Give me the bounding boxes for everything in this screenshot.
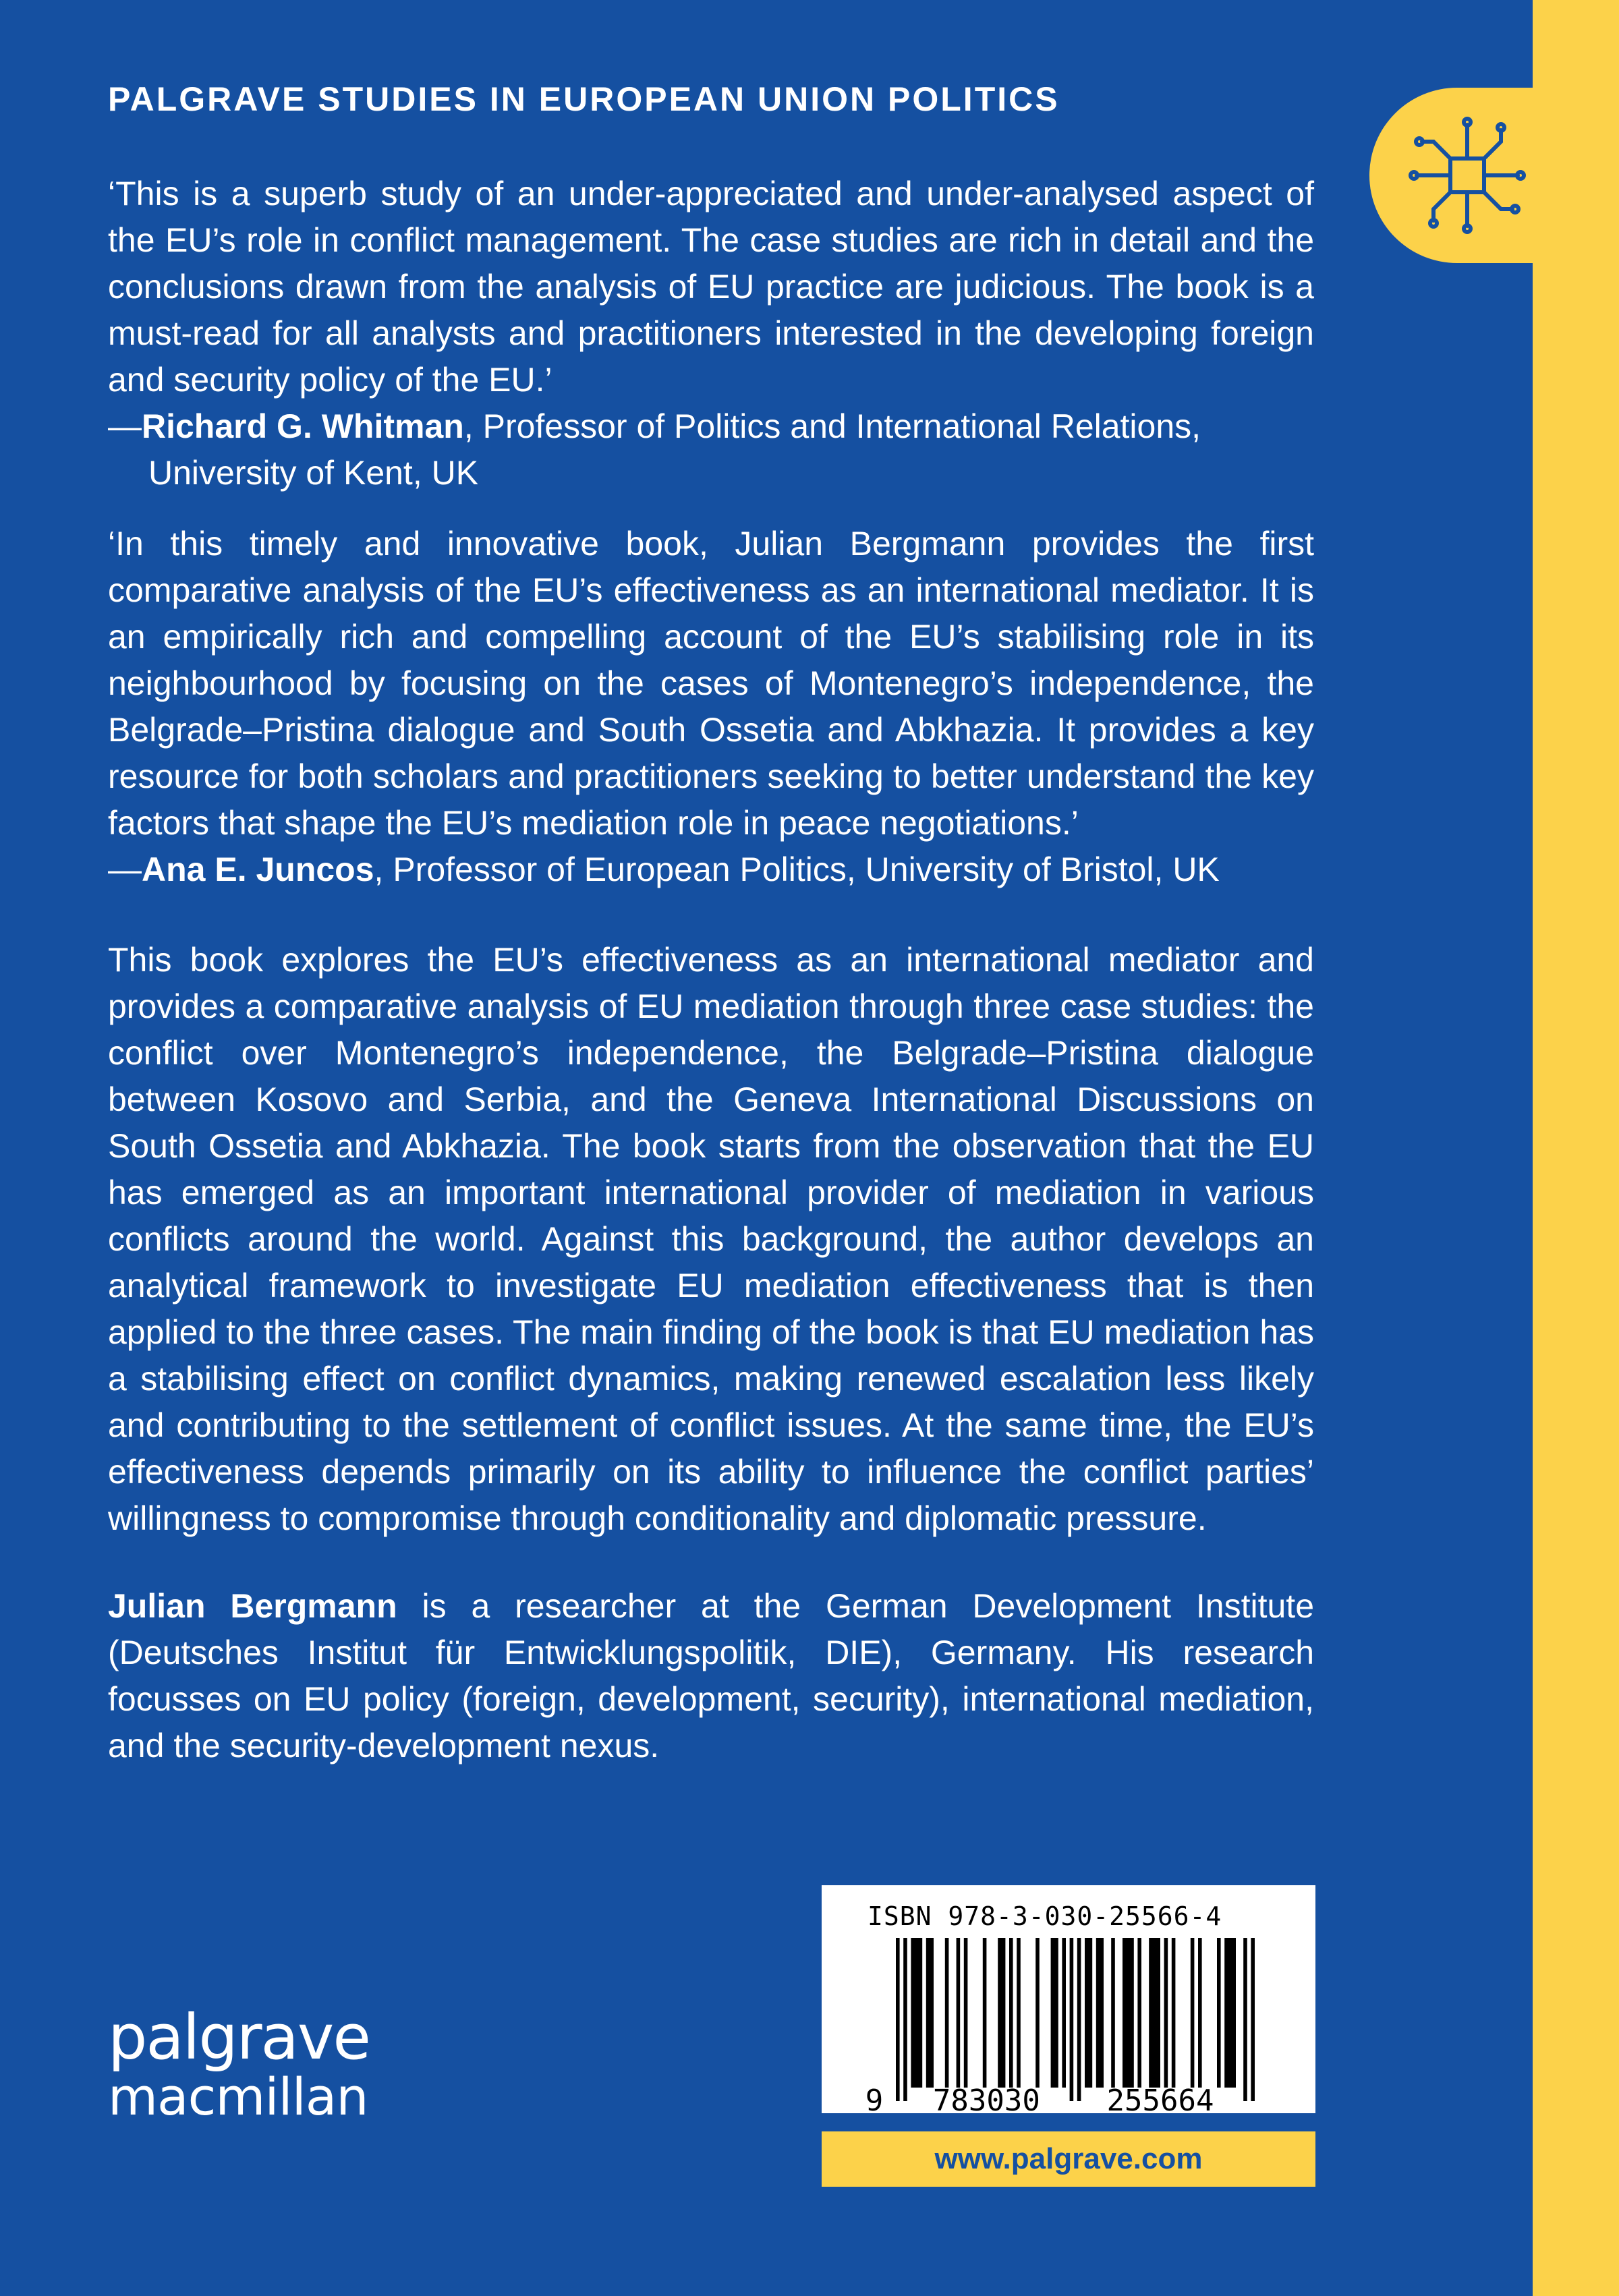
author-bio	[108, 1583, 1314, 1769]
barcode-bar	[1123, 1938, 1134, 2088]
barcode-bar	[911, 1938, 922, 2088]
barcode-bar	[1224, 1938, 1236, 2088]
barcode-bar	[896, 1938, 900, 2101]
attribution-affiliation: , Professor of Politics and International Relations,	[463, 407, 1201, 445]
publisher-website[interactable]: www.palgrave.com	[822, 2131, 1315, 2187]
barcode-bar	[926, 1938, 934, 2088]
barcode-bar	[1009, 1938, 1013, 2088]
attribution-name: Richard G. Whitman	[142, 407, 464, 445]
barcode-bar	[1077, 1938, 1081, 2101]
barcode-bar	[1243, 1938, 1247, 2101]
series-title: PALGRAVE STUDIES IN EUROPEAN UNION POLITICS	[108, 80, 1060, 118]
barcode-bar	[1217, 1938, 1221, 2088]
barcode-bar	[957, 1938, 961, 2088]
barcode-bar	[1035, 1938, 1040, 2088]
palgrave-circuit-emblem-icon	[1396, 105, 1538, 246]
publisher-logo	[108, 2001, 370, 2127]
barcode-digit-first: 9	[865, 2084, 884, 2113]
emblem-tab	[1369, 88, 1619, 263]
endorsement-quote-juncos	[108, 521, 1314, 893]
attribution-name: Ana E. Juncos	[142, 851, 374, 888]
barcode-bar	[1172, 1938, 1176, 2088]
barcode-bar	[1164, 1938, 1168, 2088]
barcode-bar	[1085, 1938, 1092, 2088]
barcode-bar	[945, 1938, 949, 2088]
barcode	[822, 1885, 1315, 2113]
attribution-dash: —	[108, 407, 142, 445]
barcode-bar	[964, 1938, 968, 2088]
isbn-barcode-box	[822, 1885, 1315, 2113]
book-spine-edge	[1533, 0, 1619, 2296]
barcode-bar	[903, 1938, 907, 2101]
book-description: This book explores the EU’s effectiveness as an international mediator and provides a comparative analysis of EU mediation through three case studies: the conflict over Montenegro’s independence, the Belgrade–Pristina dialogue between Kosovo and Serbia, and the Geneva International Discussions on South Ossetia and Abkhazia. The book starts from the observation that the EU has emerged as an important international provider of mediation in various conflicts around the world. Against this background, the author develops an analytical framework to investigate EU mediation effectiveness that is then applied to the three cases. The main finding of the book is that EU mediation has a stabilising effect on conflict dynamics, making renewed escalation less likely and contributing to the settlement of conflict issues. At the same time, the EU’s effectiveness depends primarily on its ability to influence the conflict parties’ willingness to compromise through conditionality and diplomatic pressure.	[108, 941, 1314, 1537]
quote-attribution	[108, 846, 1314, 893]
barcode-bar	[1198, 1938, 1202, 2088]
barcode-bar	[1051, 1938, 1058, 2088]
author-bio-text: is a researcher at the German Development Institute (Deutsches Institut für Entwicklungspolitik, DIE), Germany. His research focusses on EU policy (foreign, development, security), international mediation, and the security-development nexus.	[108, 1587, 1315, 1764]
attribution-dash: —	[108, 851, 142, 888]
publisher-logo-line2: macmillan	[108, 2067, 368, 2127]
barcode-digits-left: 783030	[932, 2084, 1040, 2113]
isbn-label: ISBN 978-3-030-25566-4	[868, 1901, 1222, 1931]
barcode-bar	[1070, 1938, 1074, 2101]
barcode-bar	[983, 1938, 987, 2088]
quote-text: ‘This is a superb study of an under-appreciated and under-analysed aspect of the EU’s role in conflict management. The case studies are rich in detail and the conclusions drawn from the analysis of EU practice are judicious. The book is a must-read for all analysts and practitioners interested in the developing foreign and security policy of the EU.’	[108, 175, 1314, 399]
quote-text: ‘In this timely and innovative book, Julian Bergmann provides the first comparative analysis of the EU’s effectiveness as an international mediator. It is an empirically rich and compelling account of the EU’s stabilising role in its neighbourhood by focusing on the cases of Montenegro’s independence, the Belgrade–Pristina dialogue and South Ossetia and Abkhazia. It provides a key resource for both scholars and practitioners seeking to better understand the key factors that shape the EU’s mediation role in peace negotiations.’	[108, 525, 1314, 842]
publisher-logo-line1: palgrave	[108, 2001, 370, 2073]
attribution-affiliation: , Professor of European Politics, University of Bristol, UK	[374, 851, 1220, 888]
barcode-bar	[1096, 1938, 1104, 2088]
barcode-bar	[998, 1938, 1005, 2088]
barcode-bar	[1191, 1938, 1195, 2088]
barcode-bar	[1149, 1938, 1160, 2088]
endorsement-quote-whitman	[108, 171, 1314, 496]
quote-attribution	[108, 403, 1314, 450]
barcode-digits-right: 255664	[1106, 2084, 1214, 2113]
barcode-bar	[1111, 1938, 1115, 2088]
barcode-bar	[1017, 1938, 1021, 2088]
barcode-bar	[1062, 1938, 1066, 2088]
attribution-affiliation-cont: University of Kent, UK	[148, 454, 479, 492]
barcode-bar	[1137, 1938, 1141, 2088]
barcode-bar	[1251, 1938, 1255, 2101]
author-name: Julian Bergmann	[108, 1587, 397, 1625]
